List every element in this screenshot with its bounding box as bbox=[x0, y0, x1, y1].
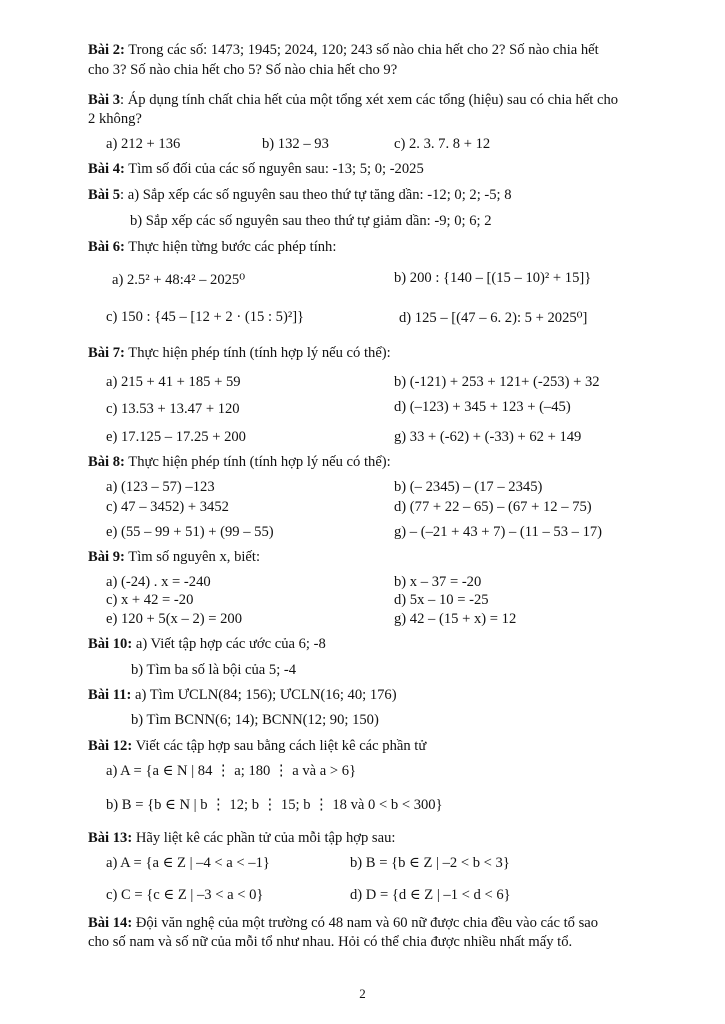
line-text: e) 17.125 – 17.25 + 200 bbox=[106, 429, 246, 445]
exercise-label: Bài 13: bbox=[88, 830, 133, 846]
line-text: b) x – 37 = -20 bbox=[394, 574, 482, 590]
line-text: b) (-121) + 253 + 121+ (-253) + 32 bbox=[394, 374, 600, 390]
line-text: c) C = {c ∈ Z | –3 < a < 0} bbox=[106, 887, 264, 903]
text-line bbox=[394, 499, 592, 516]
text-line bbox=[88, 62, 397, 79]
line-text: a) A = {a ∈ N | 84 ⋮ a; 180 ⋮ a và a > 6} bbox=[106, 763, 357, 779]
line-text: d) 125 – [(47 – 6. 2): 5 + 2025⁰] bbox=[399, 310, 588, 326]
line-text: Thực hiện phép tính (tính hợp lý nếu có thể): bbox=[124, 454, 391, 470]
line-text: a) (-24) . x = -240 bbox=[106, 574, 211, 590]
text-line bbox=[106, 574, 211, 591]
line-text: b) 200 : {140 – [(15 – 10)² + 15]} bbox=[394, 270, 592, 286]
line-text: e) 120 + 5(x – 2) = 200 bbox=[106, 611, 243, 627]
line-text: b) 132 – 93 bbox=[262, 136, 329, 152]
line-text: a) 212 + 136 bbox=[106, 136, 181, 152]
text-line bbox=[394, 374, 600, 391]
line-text: cho 3? Số nào chia hết cho 5? Số nào chia hết cho 9? bbox=[88, 62, 398, 78]
line-text: b) B = {b ∈ Z | –2 < b < 3} bbox=[350, 855, 510, 871]
exercise-label: Bài 14: bbox=[88, 915, 133, 931]
text-line bbox=[88, 636, 326, 653]
line-text: Thực hiện từng bước các phép tính: bbox=[124, 239, 337, 255]
line-text: c) 2. 3. 7. 8 + 12 bbox=[394, 136, 491, 152]
text-line bbox=[106, 479, 215, 496]
text-line bbox=[394, 479, 542, 496]
text-line bbox=[399, 310, 587, 327]
line-text: e) (55 – 99 + 51) + (99 – 55) bbox=[106, 524, 274, 540]
line-text: Hãy liệt kê các phần tử của mỗi tập hợp sau: bbox=[132, 830, 396, 846]
text-line bbox=[394, 611, 516, 628]
text-line bbox=[394, 592, 489, 609]
text-line bbox=[106, 887, 263, 904]
text-line bbox=[106, 401, 240, 418]
text-line bbox=[88, 161, 424, 178]
text-line bbox=[394, 270, 591, 287]
line-text: b) B = {b ∈ N | b ⋮ 12; b ⋮ 15; b ⋮ 18 và 0 < b < 300} bbox=[106, 797, 443, 813]
text-line bbox=[88, 111, 142, 128]
text-line bbox=[88, 915, 598, 932]
text-line bbox=[106, 429, 246, 446]
line-text: c) 150 : {45 – [12 + 2 · (15 : 5)²]} bbox=[106, 309, 305, 325]
line-text: c) 47 – 3452) + 3452 bbox=[106, 499, 229, 515]
text-line bbox=[131, 662, 296, 679]
text-line bbox=[88, 934, 572, 951]
text-line bbox=[88, 687, 397, 704]
line-text: a) A = {a ∈ Z | –4 < a < –1} bbox=[106, 855, 270, 871]
text-line bbox=[106, 499, 229, 516]
text-line bbox=[88, 738, 426, 755]
text-line bbox=[106, 611, 242, 628]
line-text: d) (–123) + 345 + 123 + (–45) bbox=[394, 399, 571, 415]
text-line bbox=[394, 399, 571, 416]
line-text: c) 13.53 + 13.47 + 120 bbox=[106, 401, 240, 417]
text-line bbox=[106, 592, 193, 609]
exercise-label: Bài 4: bbox=[88, 161, 125, 177]
text-line bbox=[131, 712, 379, 729]
line-text: Trong các số: 1473; 1945; 2024, 120; 243 số nào chia hết cho 2? Số nào chia hết bbox=[124, 42, 599, 58]
text-line bbox=[106, 763, 356, 780]
line-text: g) 42 – (15 + x) = 12 bbox=[394, 611, 517, 627]
text-line bbox=[106, 524, 274, 541]
exercise-label: Bài 9: bbox=[88, 549, 125, 565]
text-line bbox=[88, 830, 395, 847]
text-line bbox=[130, 213, 492, 230]
exercise-label: Bài 5 bbox=[88, 187, 121, 203]
line-text: d) D = {d ∈ Z | –1 < d < 6} bbox=[350, 887, 511, 903]
line-text: Đội văn nghệ của một trường có 48 nam và 60 nữ được chia đều vào các tổ sao bbox=[132, 915, 599, 931]
text-line bbox=[394, 524, 602, 541]
line-text: Tìm số nguyên x, biết: bbox=[124, 549, 261, 565]
line-text: Tìm số đối của các số nguyên sau: -13; 5; 0; -2025 bbox=[124, 161, 424, 177]
text-line bbox=[262, 136, 329, 153]
text-line bbox=[106, 797, 443, 814]
text-line bbox=[394, 574, 481, 591]
line-text: g) 33 + (-62) + (-33) + 62 + 149 bbox=[394, 429, 582, 445]
line-text: Thực hiện phép tính (tính hợp lý nếu có thể): bbox=[124, 345, 391, 361]
exercise-label: Bài 12: bbox=[88, 738, 133, 754]
text-line bbox=[106, 855, 270, 872]
text-line bbox=[88, 187, 512, 204]
page-number: 2 bbox=[359, 986, 366, 1001]
text-line bbox=[88, 92, 618, 109]
line-text: : a) Sắp xếp các số nguyên sau theo thứ tự tăng dần: -12; 0; 2; -5; 8 bbox=[120, 187, 512, 203]
line-text: g) – (–21 + 43 + 7) – (11 – 53 – 17) bbox=[394, 524, 603, 540]
line-text: Viết các tập hợp sau bằng cách liệt kê các phần tử bbox=[132, 738, 427, 754]
text-line bbox=[88, 345, 391, 362]
line-text: a) 2.5² + 48:4² – 2025⁰ bbox=[112, 272, 246, 288]
exercise-label: Bài 6: bbox=[88, 239, 125, 255]
text-line bbox=[106, 309, 304, 326]
line-text: d) (77 + 22 – 65) – (67 + 12 – 75) bbox=[394, 499, 592, 515]
line-text: cho số nam và số nữ của mỗi tổ như nhau. Hỏi có thể chia được nhiều nhất mấy tổ. bbox=[88, 934, 573, 950]
line-text: c) x + 42 = -20 bbox=[106, 592, 194, 608]
text-line bbox=[350, 855, 510, 872]
line-text: a) Tìm ƯCLN(84; 156); ƯCLN(16; 40; 176) bbox=[131, 687, 397, 703]
exercise-label: Bài 7: bbox=[88, 345, 125, 361]
line-text: : Áp dụng tính chất chia hết của một tổng xét xem các tổng (hiệu) sau có chia hết cho bbox=[120, 92, 619, 108]
line-text: b) Tìm ba số là bội của 5; -4 bbox=[131, 662, 297, 678]
text-line bbox=[106, 374, 241, 391]
exercise-label: Bài 11: bbox=[88, 687, 132, 703]
line-text: a) Viết tập hợp các ước của 6; -8 bbox=[132, 636, 326, 652]
exercise-label: Bài 2: bbox=[88, 42, 125, 58]
text-line bbox=[112, 272, 245, 289]
text-line bbox=[88, 549, 260, 566]
line-text: 2 không? bbox=[88, 111, 142, 127]
text-line bbox=[88, 42, 599, 59]
line-text: d) 5x – 10 = -25 bbox=[394, 592, 489, 608]
text-line bbox=[350, 887, 511, 904]
line-text: a) (123 – 57) –123 bbox=[106, 479, 215, 495]
line-text: b) Tìm BCNN(6; 14); BCNN(12; 90; 150) bbox=[131, 712, 379, 728]
line-text: b) (– 2345) – (17 – 2345) bbox=[394, 479, 543, 495]
text-line bbox=[394, 136, 490, 153]
line-text: a) 215 + 41 + 185 + 59 bbox=[106, 374, 241, 390]
text-line bbox=[394, 429, 581, 446]
text-line bbox=[106, 136, 180, 153]
line-text: b) Sắp xếp các số nguyên sau theo thứ tự giảm dần: -9; 0; 6; 2 bbox=[130, 213, 492, 229]
text-line bbox=[88, 239, 336, 256]
text-line bbox=[88, 454, 391, 471]
exercise-label: Bài 10: bbox=[88, 636, 133, 652]
exercise-label: Bài 3 bbox=[88, 92, 121, 108]
exercise-label: Bài 8: bbox=[88, 454, 125, 470]
